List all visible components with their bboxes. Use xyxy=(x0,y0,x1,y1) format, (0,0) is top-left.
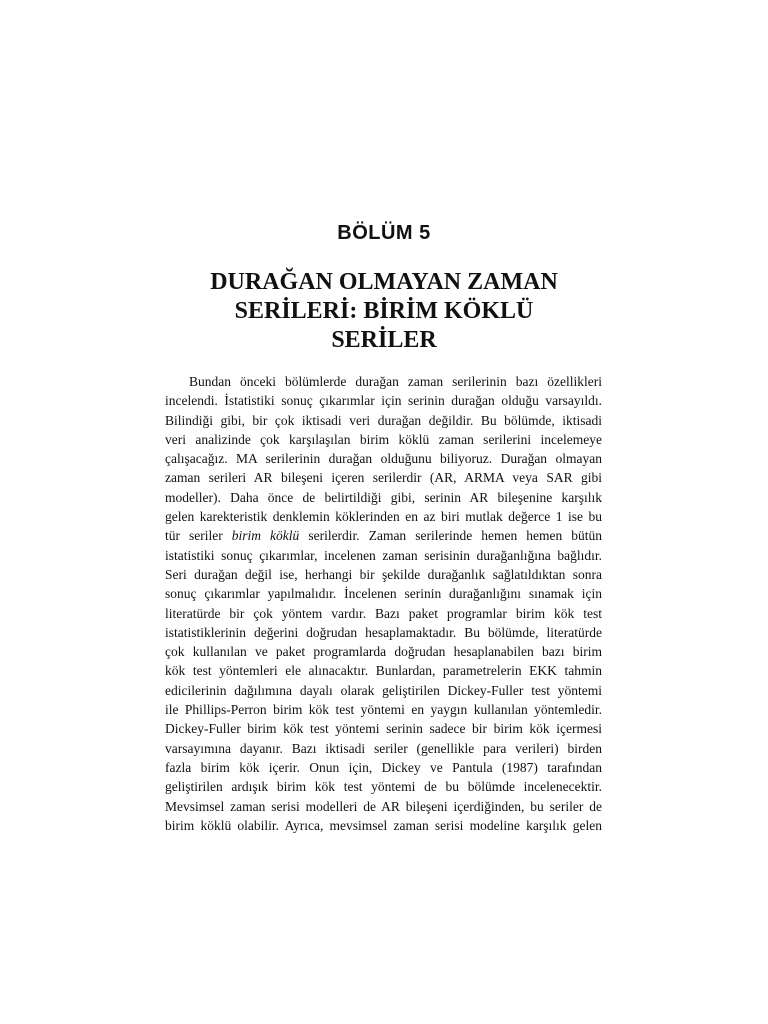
paragraph-line: istatistiki sonuç çıkarımlar, incelenen zaman serisinin durağanlığına bağlıdır. xyxy=(165,547,602,563)
chapter-title-line: DURAĞAN OLMAYAN ZAMAN xyxy=(210,269,558,295)
paragraph-line: gelen karekteristik denklemin köklerinden en az biri mutlak değerce 1 ise bu xyxy=(165,509,602,525)
paragraph-line: kök test yöntemleri ele alınacaktır. Bunlardan, parametrelerin EKK tahmin xyxy=(165,663,602,679)
paragraph-line: edicilerinin dağılımına dayalı olarak geliştirilen Dickey-Fuller test yöntemi xyxy=(165,682,602,698)
paragraph-line: ile Phillips-Perron birim kök test yöntemi en yaygın kullanılan yöntemledir. xyxy=(165,702,602,718)
paragraph-line: incelendi. İstatistiki sonuç çıkarımlar için serinin durağan olduğu varsayıldı. xyxy=(165,393,602,409)
paragraph-line: çalışacağız. MA serilerinin durağan olduğunu biliyoruz. Durağan olmayan xyxy=(165,451,602,467)
paragraph-line: veri analizinde çok karşılaşılan birim köklü zaman serilerini incelemeye xyxy=(165,431,602,447)
chapter-title xyxy=(164,268,604,355)
paragraph-line: Dickey-Fuller birim kök test yöntemi serinin sadece bir birim kök içermesi xyxy=(165,721,602,737)
chapter-title-line: SERİLER xyxy=(331,327,437,353)
paragraph-line: Seri durağan değil ise, herhangi bir şekilde durağanlık sağlatıldıktan sonra xyxy=(165,566,602,582)
paragraph-line: fazla birim kök içerir. Onun için, Dickey ve Pantula (1987) tarafından xyxy=(165,759,602,775)
paragraph-line: çok kullanılan ve paket programlarda doğrudan hesaplanabilen bazı birim xyxy=(165,644,602,660)
chapter-label: BÖLÜM 5 xyxy=(337,222,431,244)
paragraph-line: sonuç çıkarımlar yapılmalıdır. İncelenen serinin durağanlığını sınamak için xyxy=(165,586,602,602)
paragraph-line: tür seriler birim köklü serilerdir. Zaman serilerinde hemen hemen bütün xyxy=(165,528,602,544)
paragraph-line: Bilindiği gibi, bir çok iktisadi veri durağan değildir. Bu bölümde, iktisadi xyxy=(165,412,602,428)
paragraph-line: modeller). Daha önce de belirtildiği gibi, serinin AR bileşenine karşılık xyxy=(165,489,602,505)
emphasis-text: birim köklü xyxy=(231,528,300,544)
paragraph-line: Bundan önceki bölümlerde durağan zaman serilerinin bazı özellikleri xyxy=(189,374,602,389)
paragraph-line: zaman serileri AR bileşeni içeren serilerdir (AR, ARMA veya SAR gibi xyxy=(165,470,602,486)
paragraph-line: varsayımına dayanır. Bazı iktisadi seriler (genellikle para verileri) birden xyxy=(165,740,602,756)
paragraph-line: istatistiklerinin değerini doğrudan hesaplamaktadır. Bu bölümde, literatürde xyxy=(165,624,602,640)
paragraph-line: literatürde bir çok yöntem vardır. Bazı paket programlar birim kök test xyxy=(165,605,602,621)
paragraph-line: Mevsimsel zaman serisi modelleri de AR bileşeni içerdiğinden, bu seriler de xyxy=(165,798,602,814)
chapter-title-line: SERİLERİ: BİRİM KÖKLÜ xyxy=(234,298,534,324)
body-paragraph xyxy=(165,372,602,835)
paragraph-line: birim köklü olabilir. Ayrıca, mevsimsel zaman serisi modeline karşılık gelen xyxy=(165,817,602,833)
paragraph-line: geliştirilen ardışık birim kök test yöntemi de bu bölümde incelenecektir. xyxy=(165,779,602,795)
